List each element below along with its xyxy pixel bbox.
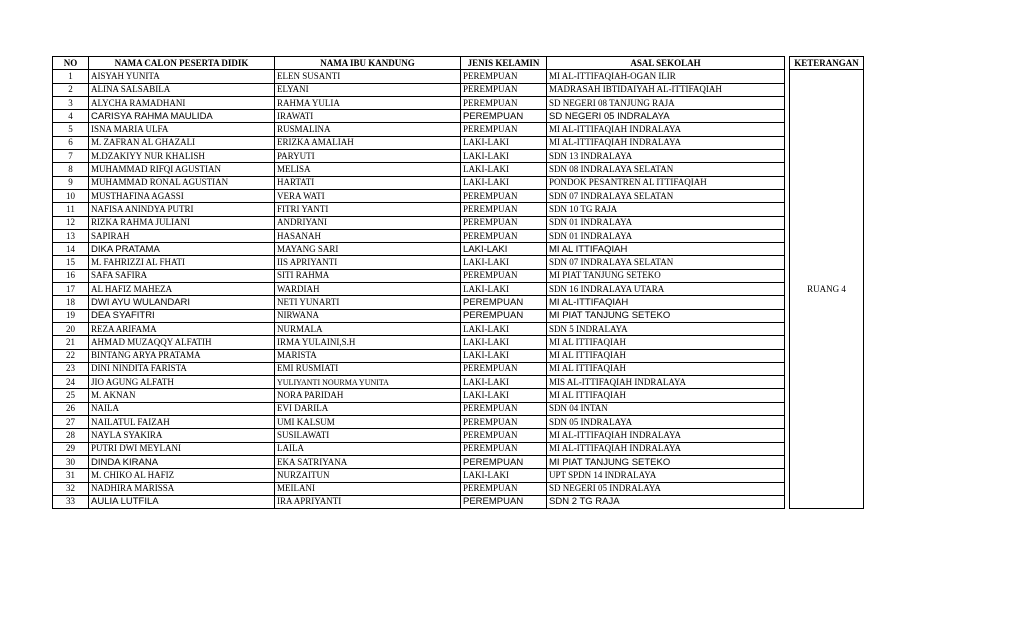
cell-gender: LAKI-LAKI	[461, 163, 547, 176]
cell-school: SDN 07 INDRALAYA SELATAN	[547, 256, 785, 269]
cell-name: AISYAH YUNITA	[89, 70, 275, 83]
cell-no: 25	[53, 389, 89, 402]
cell-name: DEA SYAFITRI	[89, 309, 275, 322]
cell-gender: LAKI-LAKI	[461, 389, 547, 402]
cell-gap	[785, 416, 790, 429]
cell-school: PONDOK PESANTREN AL ITTIFAQIAH	[547, 176, 785, 189]
cell-no: 16	[53, 269, 89, 282]
cell-name: CARISYA RAHMA MAULIDA	[89, 110, 275, 123]
table-row	[53, 83, 864, 96]
cell-gender: LAKI-LAKI	[461, 349, 547, 362]
cell-gap	[785, 402, 790, 415]
cell-no: 2	[53, 83, 89, 96]
cell-note: RUANG 4	[790, 70, 864, 509]
cell-no: 9	[53, 176, 89, 189]
cell-mother: RUSMALINA	[275, 123, 461, 136]
cell-gap	[785, 455, 790, 468]
header-mother: NAMA IBU KANDUNG	[275, 57, 461, 70]
cell-school: MI AL-ITTIFAQIAH INDRALAYA	[547, 123, 785, 136]
cell-gap	[785, 176, 790, 189]
cell-gender: PEREMPUAN	[461, 495, 547, 508]
cell-name: SAPIRAH	[89, 229, 275, 242]
cell-mother: NURZAITUN	[275, 469, 461, 482]
cell-school: SDN 13 INDRALAYA	[547, 150, 785, 163]
cell-name: ISNA MARIA ULFA	[89, 123, 275, 136]
cell-name: M. CHIKO AL HAFIZ	[89, 469, 275, 482]
cell-gap	[785, 376, 790, 389]
cell-gap	[785, 150, 790, 163]
cell-mother: SITI RAHMA	[275, 269, 461, 282]
table-row	[53, 70, 864, 83]
table-row	[53, 110, 864, 123]
cell-mother: NIRWANA	[275, 309, 461, 322]
cell-school: MI AL ITTIFAQIAH	[547, 336, 785, 349]
cell-mother: IIS APRIYANTI	[275, 256, 461, 269]
cell-mother: ELEN SUSANTI	[275, 70, 461, 83]
table-row	[53, 150, 864, 163]
cell-name: M.DZAKIYY NUR KHALISH	[89, 150, 275, 163]
cell-name: BINTANG ARYA PRATAMA	[89, 349, 275, 362]
table-row	[53, 163, 864, 176]
cell-mother: NORA PARIDAH	[275, 389, 461, 402]
table-row	[53, 96, 864, 109]
cell-school: SDN 08 INDRALAYA SELATAN	[547, 163, 785, 176]
table-row	[53, 442, 864, 455]
cell-no: 23	[53, 362, 89, 375]
cell-no: 19	[53, 309, 89, 322]
cell-gap	[785, 349, 790, 362]
cell-gap	[785, 229, 790, 242]
cell-mother: VERA WATI	[275, 189, 461, 202]
cell-gender: PEREMPUAN	[461, 123, 547, 136]
cell-school: MIS AL-ITTIFAQIAH INDRALAYA	[547, 376, 785, 389]
cell-school: MI AL ITTIFAQIAH	[547, 349, 785, 362]
cell-school: MI PIAT TANJUNG SETEKO	[547, 269, 785, 282]
table-row	[53, 123, 864, 136]
table-row	[53, 416, 864, 429]
cell-no: 18	[53, 296, 89, 309]
cell-school: MI AL-ITTIFAQIAH INDRALAYA	[547, 429, 785, 442]
table-row	[53, 229, 864, 242]
cell-school: SDN 01 INDRALAYA	[547, 216, 785, 229]
cell-gender: LAKI-LAKI	[461, 469, 547, 482]
cell-gap	[785, 243, 790, 256]
cell-school: MI PIAT TANJUNG SETEKO	[547, 309, 785, 322]
cell-name: NAFISA ANINDYA PUTRI	[89, 203, 275, 216]
cell-mother: IRMA YULAINI,S.H	[275, 336, 461, 349]
cell-gender: LAKI-LAKI	[461, 176, 547, 189]
cell-name: ALINA SALSABILA	[89, 83, 275, 96]
table-row	[53, 469, 864, 482]
cell-name: JIO AGUNG ALFATH	[89, 376, 275, 389]
table-row	[53, 283, 864, 296]
cell-gender: PEREMPUAN	[461, 96, 547, 109]
cell-gender: PEREMPUAN	[461, 362, 547, 375]
cell-school: MI AL-ITTIFAQIAH INDRALAYA	[547, 442, 785, 455]
cell-gap	[785, 389, 790, 402]
cell-school: SD NEGERI 08 TANJUNG RAJA	[547, 96, 785, 109]
cell-no: 8	[53, 163, 89, 176]
cell-mother: MAYANG SARI	[275, 243, 461, 256]
cell-name: DINDA KIRANA	[89, 455, 275, 468]
cell-gap	[785, 442, 790, 455]
table-row	[53, 203, 864, 216]
cell-gap	[785, 83, 790, 96]
participant-table	[52, 56, 864, 509]
cell-gender: PEREMPUAN	[461, 429, 547, 442]
cell-school: SDN 05 INDRALAYA	[547, 416, 785, 429]
cell-mother: NURMALA	[275, 322, 461, 335]
cell-mother: EKA SATRIYANA	[275, 455, 461, 468]
cell-gap	[785, 189, 790, 202]
cell-name: M. FAHRIZZI AL FHATI	[89, 256, 275, 269]
cell-gender: PEREMPUAN	[461, 309, 547, 322]
cell-gender: LAKI-LAKI	[461, 256, 547, 269]
cell-school: SDN 01 INDRALAYA	[547, 229, 785, 242]
cell-name: ALYCHA RAMADHANI	[89, 96, 275, 109]
cell-gap	[785, 283, 790, 296]
cell-mother: FITRI YANTI	[275, 203, 461, 216]
cell-no: 20	[53, 322, 89, 335]
cell-gender: PEREMPUAN	[461, 269, 547, 282]
table-row	[53, 362, 864, 375]
cell-mother: NETI YUNARTI	[275, 296, 461, 309]
cell-no: 17	[53, 283, 89, 296]
cell-name: NAYLA SYAKIRA	[89, 429, 275, 442]
cell-school: MI AL-ITTIFAQIAH INDRALAYA	[547, 136, 785, 149]
cell-gender: LAKI-LAKI	[461, 283, 547, 296]
cell-gap	[785, 495, 790, 508]
cell-no: 10	[53, 189, 89, 202]
table-row	[53, 455, 864, 468]
cell-mother: LAILA	[275, 442, 461, 455]
cell-mother: PARYUTI	[275, 150, 461, 163]
cell-name: SAFA SAFIRA	[89, 269, 275, 282]
cell-no: 15	[53, 256, 89, 269]
header-row	[53, 57, 864, 70]
cell-mother: UMI KALSUM	[275, 416, 461, 429]
cell-gap	[785, 96, 790, 109]
cell-no: 12	[53, 216, 89, 229]
cell-name: AHMAD MUZAQQY ALFATIH	[89, 336, 275, 349]
cell-mother: ANDRIYANI	[275, 216, 461, 229]
cell-gap	[785, 110, 790, 123]
cell-name: M. ZAFRAN AL GHAZALI	[89, 136, 275, 149]
cell-mother: RAHMA YULIA	[275, 96, 461, 109]
cell-name: DINI NINDITA FARISTA	[89, 362, 275, 375]
cell-gender: PEREMPUAN	[461, 442, 547, 455]
cell-no: 30	[53, 455, 89, 468]
cell-gender: PEREMPUAN	[461, 455, 547, 468]
cell-name: DWI AYU WULANDARI	[89, 296, 275, 309]
cell-school: MADRASAH IBTIDAIYAH AL-ITTIFAQIAH	[547, 83, 785, 96]
cell-school: MI AL-ITTIFAQIAH-OGAN ILIR	[547, 70, 785, 83]
cell-no: 6	[53, 136, 89, 149]
cell-no: 5	[53, 123, 89, 136]
cell-gap	[785, 203, 790, 216]
table-row	[53, 256, 864, 269]
cell-name: AULIA LUTFILA	[89, 495, 275, 508]
cell-name: M. AKNAN	[89, 389, 275, 402]
cell-gap	[785, 256, 790, 269]
cell-gender: PEREMPUAN	[461, 229, 547, 242]
cell-name: MUHAMMAD RIFQI AGUSTIAN	[89, 163, 275, 176]
cell-school: SDN 16 INDRALAYA UTARA	[547, 283, 785, 296]
cell-mother: MARISTA	[275, 349, 461, 362]
cell-gender: LAKI-LAKI	[461, 336, 547, 349]
cell-no: 28	[53, 429, 89, 442]
cell-mother: WARDIAH	[275, 283, 461, 296]
header-no: NO	[53, 57, 89, 70]
cell-no: 21	[53, 336, 89, 349]
cell-gender: PEREMPUAN	[461, 482, 547, 495]
cell-mother: MELISA	[275, 163, 461, 176]
cell-school: SDN 10 TG RAJA	[547, 203, 785, 216]
cell-mother: ERIZKA AMALIAH	[275, 136, 461, 149]
table-row	[53, 296, 864, 309]
cell-gap	[785, 482, 790, 495]
cell-name: AL HAFIZ MAHEZA	[89, 283, 275, 296]
table-row	[53, 176, 864, 189]
cell-mother: EVI DARILA	[275, 402, 461, 415]
cell-school: SDN 2 TG RAJA	[547, 495, 785, 508]
cell-gap	[785, 336, 790, 349]
cell-no: 26	[53, 402, 89, 415]
cell-no: 31	[53, 469, 89, 482]
cell-gender: PEREMPUAN	[461, 110, 547, 123]
cell-school: SDN 04 INTAN	[547, 402, 785, 415]
table-row	[53, 216, 864, 229]
cell-gap	[785, 136, 790, 149]
cell-gap	[785, 216, 790, 229]
cell-gap	[785, 296, 790, 309]
cell-name: NAILATUL FAIZAH	[89, 416, 275, 429]
cell-no: 22	[53, 349, 89, 362]
cell-school: MI AL ITTIFAQIAH	[547, 362, 785, 375]
cell-mother: YULIYANTI NOURMA YUNITA	[275, 376, 461, 389]
cell-gender: PEREMPUAN	[461, 416, 547, 429]
cell-no: 11	[53, 203, 89, 216]
cell-gap	[785, 309, 790, 322]
cell-no: 14	[53, 243, 89, 256]
table-row	[53, 189, 864, 202]
cell-no: 13	[53, 229, 89, 242]
table-row	[53, 309, 864, 322]
table-row	[53, 269, 864, 282]
cell-no: 3	[53, 96, 89, 109]
cell-school: SD NEGERI 05 INDRALAYA	[547, 482, 785, 495]
cell-gender: PEREMPUAN	[461, 83, 547, 96]
cell-no: 29	[53, 442, 89, 455]
table-row	[53, 376, 864, 389]
cell-gender: PEREMPUAN	[461, 203, 547, 216]
cell-gender: LAKI-LAKI	[461, 243, 547, 256]
cell-no: 27	[53, 416, 89, 429]
cell-no: 1	[53, 70, 89, 83]
cell-gap	[785, 469, 790, 482]
table-row	[53, 429, 864, 442]
cell-name: MUSTHAFINA AGASSI	[89, 189, 275, 202]
cell-school: MI AL ITTIFAQIAH	[547, 389, 785, 402]
table-row	[53, 322, 864, 335]
cell-no: 4	[53, 110, 89, 123]
cell-school: SDN 5 INDRALAYA	[547, 322, 785, 335]
cell-school: MI PIAT TANJUNG SETEKO	[547, 455, 785, 468]
table-row	[53, 349, 864, 362]
cell-mother: MEILANI	[275, 482, 461, 495]
table-row	[53, 243, 864, 256]
cell-school: MI AL-ITTIFAQIAH	[547, 296, 785, 309]
table-row	[53, 482, 864, 495]
cell-no: 32	[53, 482, 89, 495]
header-school: ASAL SEKOLAH	[547, 57, 785, 70]
cell-gender: PEREMPUAN	[461, 189, 547, 202]
cell-mother: ELYANI	[275, 83, 461, 96]
cell-name: PUTRI DWI MEYLANI	[89, 442, 275, 455]
cell-mother: IRA APRIYANTI	[275, 495, 461, 508]
cell-school: UPT SPDN 14 INDRALAYA	[547, 469, 785, 482]
header-note: KETERANGAN	[790, 57, 864, 70]
header-gender: JENIS KELAMIN	[461, 57, 547, 70]
cell-gap	[785, 269, 790, 282]
cell-gap	[785, 362, 790, 375]
cell-gap	[785, 163, 790, 176]
cell-mother: SUSILAWATI	[275, 429, 461, 442]
cell-gender: PEREMPUAN	[461, 402, 547, 415]
header-name: NAMA CALON PESERTA DIDIK	[89, 57, 275, 70]
cell-no: 33	[53, 495, 89, 508]
cell-name: NAILA	[89, 402, 275, 415]
cell-mother: HASANAH	[275, 229, 461, 242]
cell-gender: LAKI-LAKI	[461, 150, 547, 163]
cell-name: MUHAMMAD RONAL AGUSTIAN	[89, 176, 275, 189]
cell-gender: LAKI-LAKI	[461, 136, 547, 149]
cell-gender: LAKI-LAKI	[461, 376, 547, 389]
cell-gender: PEREMPUAN	[461, 296, 547, 309]
cell-gap	[785, 429, 790, 442]
cell-school: SD NEGERI 05 INDRALAYA	[547, 110, 785, 123]
cell-no: 24	[53, 376, 89, 389]
cell-gender: PEREMPUAN	[461, 70, 547, 83]
table-row	[53, 402, 864, 415]
cell-gap	[785, 322, 790, 335]
cell-name: DIKA PRATAMA	[89, 243, 275, 256]
cell-name: RIZKA RAHMA JULIANI	[89, 216, 275, 229]
cell-mother: HARTATI	[275, 176, 461, 189]
table-body	[53, 70, 864, 509]
table-row	[53, 389, 864, 402]
table-row	[53, 495, 864, 508]
cell-name: REZA ARIFAMA	[89, 322, 275, 335]
table-row	[53, 336, 864, 349]
cell-school: SDN 07 INDRALAYA SELATAN	[547, 189, 785, 202]
cell-name: NADHIRA MARISSA	[89, 482, 275, 495]
cell-gender: LAKI-LAKI	[461, 322, 547, 335]
cell-mother: EMI RUSMIATI	[275, 362, 461, 375]
table-row	[53, 136, 864, 149]
cell-gap	[785, 123, 790, 136]
cell-no: 7	[53, 150, 89, 163]
cell-mother: IRAWATI	[275, 110, 461, 123]
cell-school: MI AL ITTIFAQIAH	[547, 243, 785, 256]
cell-gender: PEREMPUAN	[461, 216, 547, 229]
